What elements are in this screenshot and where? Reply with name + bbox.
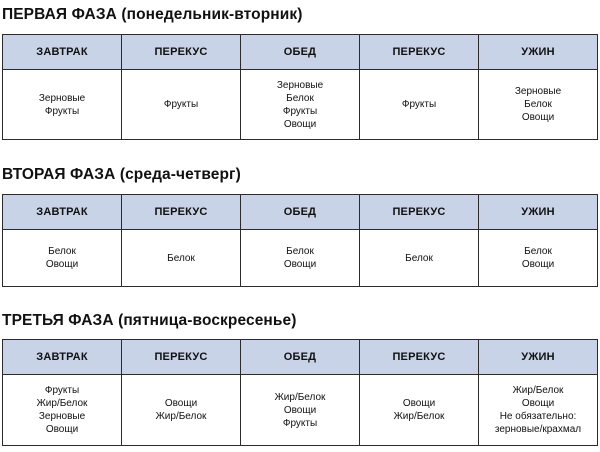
header-breakfast: ЗАВТРАК bbox=[3, 195, 122, 230]
table-row bbox=[3, 70, 598, 140]
header-snack-2: ПЕРЕКУС bbox=[360, 340, 479, 375]
food-item: зерновые/крахмал bbox=[494, 424, 582, 435]
phase-2-days: (среда-четверг) bbox=[119, 166, 241, 183]
food-item: Овощи bbox=[521, 398, 555, 409]
food-item: Фрукты bbox=[401, 99, 437, 110]
food-item: Белок bbox=[405, 252, 433, 264]
table-header-row bbox=[3, 340, 598, 375]
food-item: Овощи bbox=[521, 112, 555, 123]
food-item: Овощи bbox=[283, 259, 317, 270]
food-item: Овощи bbox=[45, 424, 79, 435]
cell-breakfast bbox=[3, 375, 122, 446]
food-item: Белок bbox=[286, 246, 314, 257]
cell-dinner bbox=[479, 230, 598, 287]
food-item: Белок bbox=[524, 99, 552, 110]
header-lunch: ОБЕД bbox=[241, 195, 360, 230]
phase-1-table bbox=[2, 34, 598, 140]
food-item: Овощи bbox=[283, 404, 317, 416]
phase-1-days: (понедельник-вторник) bbox=[121, 6, 303, 23]
food-item: Овощи bbox=[45, 259, 79, 270]
food-item: Фрукты bbox=[163, 99, 199, 110]
header-snack-1: ПЕРЕКУС bbox=[122, 35, 241, 70]
header-breakfast: ЗАВТРАК bbox=[3, 340, 122, 375]
phase-2-name: ВТОРАЯ ФАЗА bbox=[2, 166, 116, 183]
food-item: Овощи bbox=[402, 398, 436, 409]
phase-2-title bbox=[2, 166, 241, 184]
cell-snack-2 bbox=[360, 375, 479, 446]
food-item: Не обязательно: bbox=[499, 411, 577, 422]
food-item: Белок bbox=[167, 252, 195, 264]
cell-snack-2 bbox=[360, 70, 479, 140]
food-item: Зерновые bbox=[276, 79, 324, 91]
phase-3-table bbox=[2, 339, 598, 446]
cell-breakfast bbox=[3, 230, 122, 287]
phase-2-table bbox=[2, 194, 598, 287]
header-snack-1: ПЕРЕКУС bbox=[122, 340, 241, 375]
table-header-row bbox=[3, 35, 598, 70]
cell-lunch bbox=[241, 70, 360, 140]
food-item: Жир/Белок bbox=[393, 411, 445, 422]
header-dinner: УЖИН bbox=[479, 340, 598, 375]
header-lunch: ОБЕД bbox=[241, 35, 360, 70]
header-snack-1: ПЕРЕКУС bbox=[122, 195, 241, 230]
food-item: Фрукты bbox=[282, 417, 318, 429]
table-row bbox=[3, 375, 598, 446]
phase-1-title bbox=[2, 6, 303, 24]
cell-dinner bbox=[479, 70, 598, 140]
food-item: Зерновые bbox=[38, 92, 86, 104]
food-item: Белок bbox=[48, 246, 76, 257]
table-header-row bbox=[3, 195, 598, 230]
food-item: Белок bbox=[524, 246, 552, 257]
food-item: Овощи bbox=[521, 259, 555, 270]
food-item: Овощи bbox=[164, 398, 198, 409]
phase-3-title bbox=[2, 312, 297, 330]
cell-snack-1 bbox=[122, 230, 241, 287]
cell-lunch bbox=[241, 230, 360, 287]
food-item: Овощи bbox=[283, 118, 317, 130]
header-snack-2: ПЕРЕКУС bbox=[360, 195, 479, 230]
header-lunch: ОБЕД bbox=[241, 340, 360, 375]
food-item: Зерновые bbox=[514, 86, 562, 97]
food-item: Фрукты bbox=[44, 385, 80, 396]
cell-lunch bbox=[241, 375, 360, 446]
food-item: Фрукты bbox=[44, 105, 80, 117]
header-dinner: УЖИН bbox=[479, 35, 598, 70]
table-row bbox=[3, 230, 598, 287]
phase-3-name: ТРЕТЬЯ ФАЗА bbox=[2, 312, 114, 329]
cell-breakfast bbox=[3, 70, 122, 140]
food-item: Жир/Белок bbox=[155, 411, 207, 422]
phase-3-days: (пятница-воскресенье) bbox=[118, 312, 297, 329]
cell-snack-1 bbox=[122, 375, 241, 446]
food-item: Зерновые bbox=[38, 411, 86, 422]
food-item: Белок bbox=[286, 92, 314, 104]
phase-1-name: ПЕРВАЯ ФАЗА bbox=[2, 6, 117, 23]
cell-dinner bbox=[479, 375, 598, 446]
cell-snack-2 bbox=[360, 230, 479, 287]
header-dinner: УЖИН bbox=[479, 195, 598, 230]
header-breakfast: ЗАВТРАК bbox=[3, 35, 122, 70]
header-snack-2: ПЕРЕКУС bbox=[360, 35, 479, 70]
food-item: Жир/Белок bbox=[36, 398, 88, 409]
food-item: Жир/Белок bbox=[274, 391, 326, 403]
food-item: Фрукты bbox=[282, 105, 318, 117]
cell-snack-1 bbox=[122, 70, 241, 140]
food-item: Жир/Белок bbox=[512, 385, 564, 396]
